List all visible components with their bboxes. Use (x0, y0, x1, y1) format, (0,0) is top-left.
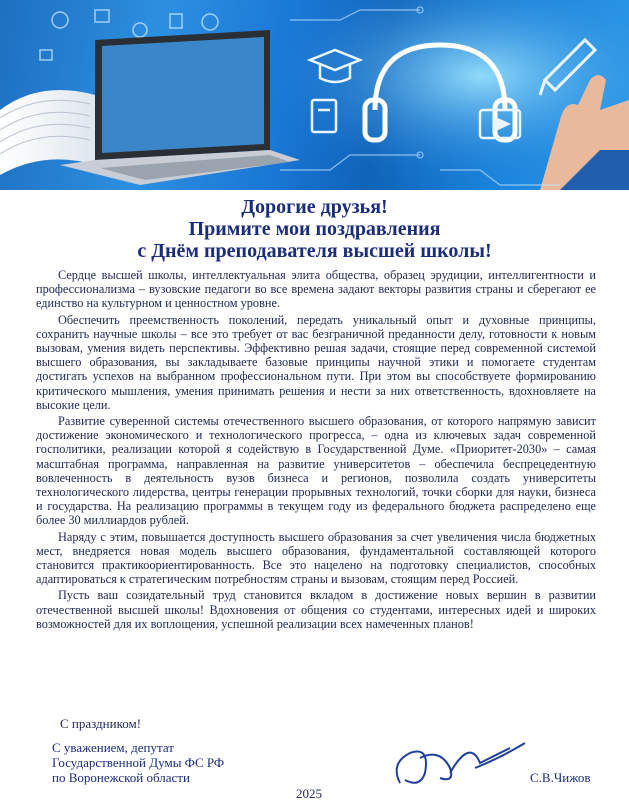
header-banner (0, 0, 629, 190)
paragraph-5: Пусть ваш созидательный труд становится вкладом в достижение новых вершин в развитии отечественной высшей школы! Вдохновения от общения со студентами, интересных идей и широких возможностей для их воплощения, успешной реализации всех намеченных планов! (36, 588, 596, 631)
paragraph-2: Обеспечить преемственность поколений, передать уникальный опыт и духовные принципы, сохранить научные школы – все это требует от вас безграничной преданности делу, готовности к новым вызовам, умения видеть перспективы. Эффективно решая задачи, стоящие перед современной системой высшего образования, вы закладываете базовые принципы научной этики и помогаете студентам достигать успехов на выбранном профессиональном пути. При этом вы способствуете формированию критического мышления, умения принимать решения и нести за них ответственность, вдохновляете на высокие цели. (36, 312, 596, 412)
holiday-heading: с Днём преподавателя высшей школы! (137, 240, 492, 262)
laptop-icon (60, 30, 300, 185)
signature-line-1: С уважением, депутат (52, 740, 174, 755)
closing-line: С праздником! (60, 716, 142, 731)
letter-body (36, 268, 596, 633)
greeting-heading: Дорогие друзья! (241, 196, 388, 218)
paragraph-1: Сердце высшей школы, интеллектуальная элита общества, образец эрудиции, интеллигентности и профессионализма – вузовские педагоги во все времена задают векторы развития страны и сберегают ее единство на культурном и ценностном уровне. (36, 268, 596, 311)
signature-block (52, 740, 224, 785)
year: 2025 (296, 786, 322, 801)
handwritten-signature (380, 728, 530, 798)
education-technology-illustration (0, 0, 629, 190)
signature-line-2: Государственной Думы ФС РФ (52, 755, 225, 770)
congratulations-heading: Примите мои поздравления (188, 218, 441, 240)
signatory-name: С.В.Чижов (530, 770, 591, 785)
paragraph-4: Наряду с этим, повышается доступность высшего образования за счет увеличения числа бюджетных мест, внедряется новая модель высшего образования, фундаментальной составляющей которого становится практикоориентированность. Все это нацелено на подготовку специалистов, способных адаптироваться к стратегическим потребностям страны и вызовам, стоящим перед Россией. (36, 529, 596, 587)
paragraph-3: Развитие суверенной системы отечественного высшего образования, от которого напрямую зависит достижение экономического и технологического прогресса, – одна из ключевых задач современной госполитики, реализации которой я содействую в Государственной Думе. «Приоритет-2030» – самая масштабная программа, направленная на развитие университетов – обеспечила беспрецедентную вовлеченность в деятельность вузов бизнеса и регионов, позволила создать университеты технологического лидерства, центры генерации прорывных технологий, точки сборки для науки, бизнеса и государства. На реализацию программы в текущем году из федерального бюджета распределено еще более 30 миллиардов рублей. (36, 414, 596, 528)
signature-line-3: по Воронежской области (52, 770, 190, 785)
